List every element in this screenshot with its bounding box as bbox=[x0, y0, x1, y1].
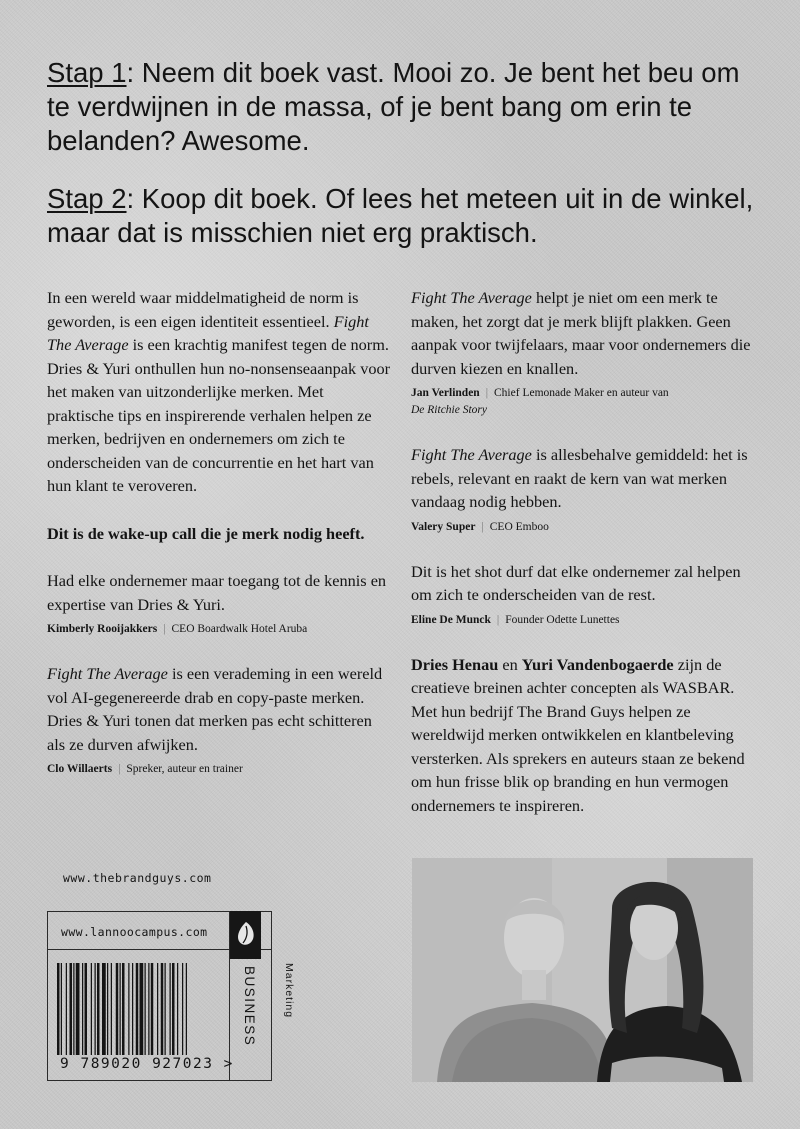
quote-4-attribution bbox=[411, 519, 761, 536]
barcode-bar bbox=[136, 963, 139, 1055]
barcode-bar bbox=[182, 963, 183, 1055]
barcode-bar bbox=[95, 963, 96, 1055]
step-1-text: : Neem dit boek vast. Mooi zo. Je bent het beu om te verdwijnen in de massa, of je bent bang om erin te belanden? Awesome. bbox=[47, 57, 740, 156]
author-portrait-photo bbox=[412, 858, 753, 1082]
quote-4-text: is allesbehalve gemiddeld: het is rebels, relevant en raakt de kern van wat merken vandaag nodig hebben. bbox=[411, 445, 748, 511]
quote-2-book-title: Fight The Average bbox=[47, 664, 168, 683]
bio-text: zijn de creatieve breinen achter concepten als WASBAR. Met hun bedrijf The Brand Guys helpen ze wereldwijd merken ontwikkelen en klantbeleving versterken. Als sprekers en auteurs staan ze bekend om hun frisse blik op branding en hun vermogen ondernemers te inspireren. bbox=[411, 654, 745, 815]
separator: | bbox=[485, 387, 489, 399]
step-1 bbox=[47, 56, 767, 158]
step-2 bbox=[47, 182, 767, 250]
intro-paragraph bbox=[47, 286, 392, 498]
quote-1-role: CEO Boardwalk Hotel Aruba bbox=[171, 623, 308, 635]
barcode-bar bbox=[76, 963, 80, 1055]
quote-4-book-title: Fight The Average bbox=[411, 445, 532, 464]
quote-5-name: Eline De Munck bbox=[411, 613, 491, 626]
barcode-bar bbox=[120, 963, 121, 1055]
step-2-text: : Koop dit boek. Of lees het meteen uit in de winkel, maar dat is misschien niet erg praktisch. bbox=[47, 183, 754, 248]
barcode-bar bbox=[145, 963, 146, 1055]
separator: | bbox=[496, 613, 500, 626]
quote-5-role: Founder Odette Lunettes bbox=[505, 613, 620, 626]
quote-5-attribution bbox=[411, 612, 761, 629]
category-label: BUSINESS bbox=[242, 966, 257, 1047]
quote-3 bbox=[411, 286, 761, 380]
left-column bbox=[47, 286, 392, 778]
portrait-illustration bbox=[412, 858, 753, 1082]
barcode-bar bbox=[186, 963, 187, 1055]
separator: | bbox=[481, 520, 484, 533]
barcode-bar bbox=[85, 963, 88, 1055]
intro-book-title: Fight The Average bbox=[47, 311, 369, 354]
barcode-bar bbox=[170, 963, 171, 1055]
bio-and: en bbox=[498, 654, 522, 674]
callout: Dit is de wake-up call die je merk nodig heeft. bbox=[47, 523, 365, 543]
barcode-bar bbox=[97, 963, 100, 1055]
quote-2 bbox=[47, 662, 392, 756]
barcode-bar bbox=[148, 963, 149, 1055]
intro-steps bbox=[47, 56, 767, 274]
quote-1: Had elke ondernemer maar toegang tot de kennis en expertise van Dries & Yuri. bbox=[47, 571, 387, 614]
quote-1-attribution bbox=[47, 621, 392, 638]
quote-5: Dit is het shot durf dat elke ondernemer zal helpen om zich te onderscheiden van de rest. bbox=[411, 561, 741, 604]
author-bio bbox=[411, 653, 761, 818]
barcode-bar bbox=[161, 963, 164, 1055]
quote-3-text: helpt je niet om een merk te maken, het zorgt dat je merk blijft plakken. Geen aanpak voor twijfelaars, maar voor ondernemers die durven kiezen en knallen. bbox=[411, 288, 751, 378]
barcode-bar bbox=[177, 963, 178, 1055]
barcode-bar bbox=[151, 963, 154, 1055]
barcode-bar bbox=[73, 963, 74, 1055]
quote-4-name: Valery Super bbox=[411, 520, 476, 533]
separator: | bbox=[118, 763, 121, 775]
quote-3-book: De Ritchie Story bbox=[411, 404, 488, 416]
step-2-label: Stap 2 bbox=[47, 183, 127, 214]
quote-4-role: CEO Emboo bbox=[489, 520, 549, 533]
barcode-bar bbox=[157, 963, 158, 1055]
quote-2-name: Clo Willaerts bbox=[47, 763, 113, 775]
barcode-bar bbox=[122, 963, 125, 1055]
intro-prefix: In een wereld waar middelmatigheid de norm is geworden, is een eigen identiteit essentieel. bbox=[47, 288, 359, 331]
intro-suffix: is een krachtig manifest tegen de norm. Dries & Yuri onthullen hun no-nonsenseaanpak voor het maken van uitzonderlijke merken. Met praktische tips en inspirerende verhalen helpen ze merken, bedrijven en ondernemers om zich te onderscheiden van de concurrentie en het hart van hun klant te veroveren. bbox=[47, 335, 391, 495]
barcode-bar bbox=[57, 963, 60, 1055]
publisher-website: www.lannoocampus.com bbox=[61, 925, 208, 939]
author-2-name: Yuri Vandenbogaerde bbox=[521, 654, 674, 674]
barcode-bar bbox=[111, 963, 112, 1055]
barcode-bar bbox=[66, 963, 67, 1055]
lannoocampus-leaf-icon bbox=[236, 921, 256, 947]
author-1-name: Dries Henau bbox=[411, 654, 499, 674]
barcode-bar bbox=[140, 963, 144, 1055]
barcode-bar bbox=[116, 963, 119, 1055]
barcode-bar bbox=[172, 963, 175, 1055]
barcode-bar bbox=[82, 963, 83, 1055]
barcode-bar bbox=[102, 963, 106, 1055]
barcode-bar bbox=[91, 963, 92, 1055]
quote-2-text: is een verademing in een wereld vol AI-gegenereerde drab en copy-paste merken. Dries & Yuri tonen dat merken pas echt schitteren als ze durven afwijken. bbox=[47, 664, 383, 754]
quote-3-role: Chief Lemonade Maker en auteur van bbox=[494, 387, 669, 399]
right-column bbox=[411, 286, 761, 817]
barcode-bar bbox=[107, 963, 108, 1055]
barcode-bar bbox=[165, 963, 166, 1055]
brand-website: www.thebrandguys.com bbox=[63, 871, 212, 885]
quote-1-name: Kimberly Rooijakkers bbox=[47, 623, 158, 635]
barcode-bar bbox=[61, 963, 62, 1055]
quote-3-book-title: Fight The Average bbox=[411, 288, 532, 307]
isbn-number: 9 789020 927023 > bbox=[60, 1056, 234, 1072]
separator: | bbox=[163, 623, 166, 635]
quote-3-attribution bbox=[411, 385, 761, 419]
quote-4 bbox=[411, 443, 761, 514]
quote-2-attribution bbox=[47, 761, 392, 778]
quote-2-role: Spreker, auteur en trainer bbox=[126, 763, 243, 775]
barcode bbox=[57, 963, 217, 1055]
barcode-bar bbox=[128, 963, 129, 1055]
barcode-bar bbox=[70, 963, 73, 1055]
barcode-bar bbox=[132, 963, 133, 1055]
subcategory-label: Marketing bbox=[283, 963, 295, 1019]
quote-3-name: Jan Verlinden bbox=[411, 387, 480, 399]
step-1-label: Stap 1 bbox=[47, 57, 127, 88]
